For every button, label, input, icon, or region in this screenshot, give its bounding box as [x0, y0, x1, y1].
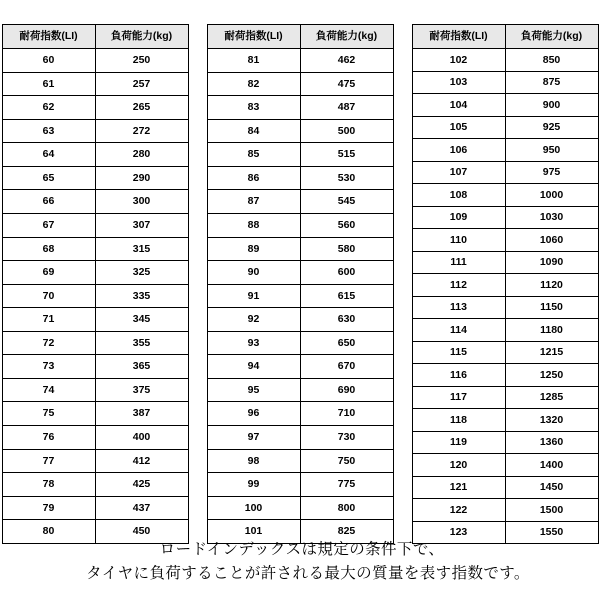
caption-line-2: タイヤに負荷することが許される最大の質量を表す指数です。: [86, 565, 530, 583]
table-row: [412, 49, 598, 72]
cell-load-capacity: 387: [95, 402, 188, 426]
cell-load-index: 86: [207, 166, 300, 190]
table-row: [207, 355, 393, 379]
table-row: [2, 190, 188, 214]
cell-load-index: 122: [412, 499, 505, 522]
cell-load-index: 70: [2, 284, 95, 308]
cell-load-capacity: 375: [95, 378, 188, 402]
table-row: [207, 119, 393, 143]
cell-load-capacity: 250: [95, 49, 188, 73]
cell-load-index: 64: [2, 143, 95, 167]
cell-load-index: 81: [207, 49, 300, 73]
cell-load-capacity: 800: [300, 496, 393, 520]
cell-load-capacity: 1215: [505, 341, 598, 364]
cell-load-capacity: 450: [95, 520, 188, 544]
cell-load-index: 105: [412, 116, 505, 139]
cell-load-index: 115: [412, 341, 505, 364]
caption: [0, 538, 600, 586]
cell-load-capacity: 412: [95, 449, 188, 473]
table-row: [2, 143, 188, 167]
table-row: [2, 378, 188, 402]
column-header-li: 耐荷指数(LI): [2, 25, 95, 49]
cell-load-capacity: 750: [300, 449, 393, 473]
table-row: [412, 71, 598, 94]
table-row: [412, 229, 598, 252]
table-row: [412, 409, 598, 432]
table-row: [2, 49, 188, 73]
cell-load-index: 79: [2, 496, 95, 520]
cell-load-capacity: 1090: [505, 251, 598, 274]
cell-load-capacity: 272: [95, 119, 188, 143]
cell-load-capacity: 580: [300, 237, 393, 261]
table-row: [2, 331, 188, 355]
cell-load-index: 106: [412, 139, 505, 162]
cell-load-index: 67: [2, 213, 95, 237]
cell-load-index: 74: [2, 378, 95, 402]
cell-load-index: 72: [2, 331, 95, 355]
table-row: [2, 119, 188, 143]
cell-load-capacity: 850: [505, 49, 598, 72]
cell-load-index: 84: [207, 119, 300, 143]
cell-load-index: 89: [207, 237, 300, 261]
cell-load-capacity: 475: [300, 72, 393, 96]
table-row: [412, 364, 598, 387]
cell-load-index: 80: [2, 520, 95, 544]
column-header-kg: 負荷能力(kg): [95, 25, 188, 49]
cell-load-capacity: 1150: [505, 296, 598, 319]
cell-load-index: 93: [207, 331, 300, 355]
cell-load-capacity: 530: [300, 166, 393, 190]
cell-load-index: 108: [412, 184, 505, 207]
cell-load-index: 98: [207, 449, 300, 473]
cell-load-capacity: 300: [95, 190, 188, 214]
cell-load-index: 119: [412, 431, 505, 454]
table-row: [412, 499, 598, 522]
cell-load-index: 94: [207, 355, 300, 379]
cell-load-index: 87: [207, 190, 300, 214]
cell-load-capacity: 1550: [505, 521, 598, 544]
table-row: [412, 184, 598, 207]
cell-load-capacity: 1320: [505, 409, 598, 432]
table-row: [2, 96, 188, 120]
cell-load-index: 107: [412, 161, 505, 184]
table-row: [412, 476, 598, 499]
cell-load-index: 123: [412, 521, 505, 544]
cell-load-index: 112: [412, 274, 505, 297]
cell-load-index: 92: [207, 308, 300, 332]
load-index-table-block-1: [2, 24, 189, 544]
cell-load-index: 71: [2, 308, 95, 332]
cell-load-capacity: 545: [300, 190, 393, 214]
cell-load-index: 118: [412, 409, 505, 432]
table-row: [207, 426, 393, 450]
cell-load-capacity: 615: [300, 284, 393, 308]
cell-load-index: 68: [2, 237, 95, 261]
table-row: [207, 96, 393, 120]
cell-load-index: 63: [2, 119, 95, 143]
cell-load-index: 76: [2, 426, 95, 450]
cell-load-capacity: 315: [95, 237, 188, 261]
table-row: [2, 355, 188, 379]
cell-load-index: 113: [412, 296, 505, 319]
cell-load-capacity: 400: [95, 426, 188, 450]
column-header-kg: 負荷能力(kg): [505, 25, 598, 49]
table-row: [207, 166, 393, 190]
cell-load-index: 116: [412, 364, 505, 387]
table-row: [2, 284, 188, 308]
cell-load-index: 60: [2, 49, 95, 73]
cell-load-capacity: 355: [95, 331, 188, 355]
table-row: [207, 449, 393, 473]
cell-load-capacity: 290: [95, 166, 188, 190]
table-row: [207, 378, 393, 402]
cell-load-capacity: 365: [95, 355, 188, 379]
cell-load-index: 62: [2, 96, 95, 120]
cell-load-capacity: 307: [95, 213, 188, 237]
table-row: [2, 72, 188, 96]
table-body-3: [412, 49, 598, 544]
table-row: [207, 473, 393, 497]
cell-load-capacity: 630: [300, 308, 393, 332]
cell-load-capacity: 900: [505, 94, 598, 117]
cell-load-index: 99: [207, 473, 300, 497]
cell-load-index: 95: [207, 378, 300, 402]
column-header-li: 耐荷指数(LI): [207, 25, 300, 49]
cell-load-capacity: 1360: [505, 431, 598, 454]
table-row: [412, 139, 598, 162]
load-index-table-block-3: [412, 24, 599, 544]
cell-load-index: 110: [412, 229, 505, 252]
cell-load-capacity: 1180: [505, 319, 598, 342]
table-row: [2, 473, 188, 497]
cell-load-capacity: 265: [95, 96, 188, 120]
cell-load-index: 104: [412, 94, 505, 117]
cell-load-index: 102: [412, 49, 505, 72]
table-row: [2, 237, 188, 261]
cell-load-index: 85: [207, 143, 300, 167]
table-row: [207, 261, 393, 285]
table-row: [207, 190, 393, 214]
column-header-li: 耐荷指数(LI): [412, 25, 505, 49]
cell-load-index: 73: [2, 355, 95, 379]
table-header: [2, 25, 188, 49]
table-row: [207, 72, 393, 96]
cell-load-capacity: 875: [505, 71, 598, 94]
cell-load-index: 78: [2, 473, 95, 497]
cell-load-capacity: 670: [300, 355, 393, 379]
caption-line-1: ロードインデックスは規定の条件下で、: [159, 541, 445, 558]
cell-load-capacity: 925: [505, 116, 598, 139]
cell-load-capacity: 500: [300, 119, 393, 143]
cell-load-index: 114: [412, 319, 505, 342]
cell-load-capacity: 325: [95, 261, 188, 285]
cell-load-capacity: 710: [300, 402, 393, 426]
table-row: [412, 274, 598, 297]
cell-load-capacity: 437: [95, 496, 188, 520]
cell-load-capacity: 775: [300, 473, 393, 497]
cell-load-capacity: 515: [300, 143, 393, 167]
table-body-2: [207, 49, 393, 544]
table-row: [2, 166, 188, 190]
table-row: [207, 308, 393, 332]
cell-load-capacity: 600: [300, 261, 393, 285]
cell-load-capacity: 1400: [505, 454, 598, 477]
cell-load-index: 75: [2, 402, 95, 426]
cell-load-index: 90: [207, 261, 300, 285]
table-row: [412, 319, 598, 342]
table-row: [2, 402, 188, 426]
cell-load-index: 83: [207, 96, 300, 120]
cell-load-index: 111: [412, 251, 505, 274]
cell-load-index: 120: [412, 454, 505, 477]
cell-load-index: 103: [412, 71, 505, 94]
cell-load-capacity: 975: [505, 161, 598, 184]
cell-load-capacity: 280: [95, 143, 188, 167]
table-row: [207, 143, 393, 167]
table-row: [412, 431, 598, 454]
cell-load-capacity: 1000: [505, 184, 598, 207]
cell-load-capacity: 345: [95, 308, 188, 332]
cell-load-capacity: 650: [300, 331, 393, 355]
cell-load-index: 109: [412, 206, 505, 229]
cell-load-capacity: 950: [505, 139, 598, 162]
table-body-1: [2, 49, 188, 544]
cell-load-index: 82: [207, 72, 300, 96]
cell-load-index: 65: [2, 166, 95, 190]
cell-load-capacity: 257: [95, 72, 188, 96]
table-row: [207, 237, 393, 261]
column-header-kg: 負荷能力(kg): [300, 25, 393, 49]
cell-load-capacity: 1500: [505, 499, 598, 522]
cell-load-capacity: 1030: [505, 206, 598, 229]
table-row: [412, 116, 598, 139]
cell-load-index: 101: [207, 520, 300, 544]
table-row: [412, 161, 598, 184]
load-index-tables: [0, 24, 600, 544]
table-row: [2, 213, 188, 237]
table-row: [412, 206, 598, 229]
cell-load-capacity: 1450: [505, 476, 598, 499]
table-row: [207, 496, 393, 520]
cell-load-index: 121: [412, 476, 505, 499]
table-header: [412, 25, 598, 49]
table-row: [412, 94, 598, 117]
cell-load-capacity: 425: [95, 473, 188, 497]
table-header: [207, 25, 393, 49]
cell-load-index: 88: [207, 213, 300, 237]
cell-load-capacity: 462: [300, 49, 393, 73]
cell-load-index: 69: [2, 261, 95, 285]
cell-load-capacity: 1285: [505, 386, 598, 409]
table-row: [207, 402, 393, 426]
table-row: [412, 341, 598, 364]
load-index-table-block-2: [207, 24, 394, 544]
table-row: [2, 426, 188, 450]
cell-load-index: 91: [207, 284, 300, 308]
cell-load-capacity: 1060: [505, 229, 598, 252]
cell-load-capacity: 560: [300, 213, 393, 237]
table-header-row: [207, 25, 393, 49]
table-header-row: [2, 25, 188, 49]
table-row: [2, 496, 188, 520]
cell-load-capacity: 825: [300, 520, 393, 544]
table-row: [207, 213, 393, 237]
table-row: [412, 454, 598, 477]
cell-load-capacity: 1250: [505, 364, 598, 387]
cell-load-index: 61: [2, 72, 95, 96]
cell-load-capacity: 487: [300, 96, 393, 120]
table-row: [2, 261, 188, 285]
table-row: [412, 386, 598, 409]
table-row: [207, 49, 393, 73]
cell-load-capacity: 730: [300, 426, 393, 450]
cell-load-index: 97: [207, 426, 300, 450]
table-header-row: [412, 25, 598, 49]
table-row: [412, 251, 598, 274]
cell-load-capacity: 335: [95, 284, 188, 308]
cell-load-index: 117: [412, 386, 505, 409]
cell-load-index: 77: [2, 449, 95, 473]
cell-load-index: 100: [207, 496, 300, 520]
table-row: [207, 284, 393, 308]
cell-load-capacity: 690: [300, 378, 393, 402]
table-row: [2, 308, 188, 332]
table-row: [412, 296, 598, 319]
table-row: [2, 449, 188, 473]
table-row: [207, 331, 393, 355]
cell-load-capacity: 1120: [505, 274, 598, 297]
cell-load-index: 96: [207, 402, 300, 426]
cell-load-index: 66: [2, 190, 95, 214]
